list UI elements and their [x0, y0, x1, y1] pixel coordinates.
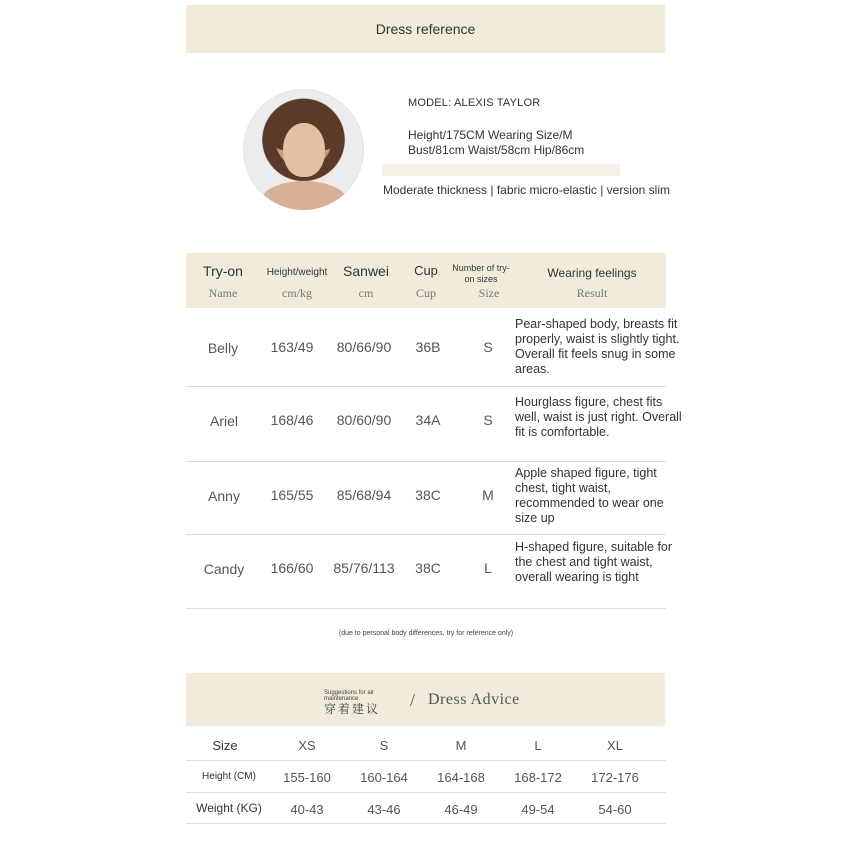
- advice-title: Dress Advice: [428, 691, 520, 708]
- header-feelings-sub: Result: [576, 286, 608, 300]
- table-row: [186, 387, 682, 462]
- table-row: [186, 309, 680, 387]
- height-l: 168-172: [514, 770, 562, 785]
- weight-s: 43-46: [367, 802, 401, 817]
- header-sizes-en: Number of try-on sizes: [452, 263, 510, 284]
- height-s: 160-164: [360, 770, 408, 785]
- cell-sanwei: 80/66/90: [336, 339, 392, 355]
- cell-name: Belly: [207, 340, 239, 356]
- advice-small-text: Suggestions for air maintenance: [324, 690, 375, 702]
- tryon-table-header: [186, 253, 666, 308]
- cell-height-weight: 163/49: [270, 339, 314, 355]
- cell-size: L: [484, 560, 492, 576]
- table-row: [186, 462, 666, 535]
- header-feelings-en: Wearing feelings: [547, 266, 637, 280]
- size-table-row: [186, 761, 666, 793]
- page-title: Dress reference: [375, 21, 476, 37]
- cell-sanwei: 80/60/90: [336, 412, 392, 428]
- advice-band: [186, 673, 665, 726]
- model-name: MODEL: ALEXIS TAYLOR: [408, 97, 541, 109]
- cell-height-weight: 165/55: [270, 487, 314, 503]
- cell-sanwei: 85/68/94: [336, 487, 392, 503]
- height-m: 164-168: [437, 770, 485, 785]
- height-xs: 155-160: [283, 770, 331, 785]
- weight-xs: 40-43: [290, 802, 324, 817]
- size-label: Size: [212, 738, 238, 753]
- cell-feeling: Apple shaped figure, tight chest, tight waist, recommended to wear one size up: [515, 466, 664, 525]
- cell-feeling: Hourglass figure, chest fits well, waist is just right. Overall fit is comfortable.: [515, 395, 682, 439]
- size-table-row: [186, 730, 666, 761]
- size-s: S: [379, 738, 389, 753]
- model-avatar: [243, 89, 364, 210]
- cell-cup: 38C: [415, 487, 441, 503]
- avatar-face: [283, 123, 325, 177]
- cell-cup: 34A: [415, 412, 441, 428]
- cell-cup: 38C: [415, 560, 441, 576]
- header-name-sub: Name: [208, 286, 238, 300]
- header-name-en: Try-on: [203, 263, 243, 279]
- model-height-size: Height/175CM Wearing Size/M: [408, 128, 573, 142]
- weight-m: 46-49: [444, 802, 478, 817]
- height-xl: 172-176: [591, 770, 639, 785]
- cell-sanwei: 85/76/113: [333, 560, 395, 576]
- header-sizes-sub: Size: [478, 286, 500, 300]
- header-sanwei-sub: cm: [358, 286, 374, 300]
- weight-xl: 54-60: [598, 802, 632, 817]
- cell-name: Ariel: [209, 413, 238, 429]
- cell-name: Anny: [208, 488, 240, 504]
- weight-label: Weight (KG): [196, 801, 262, 815]
- fabric-note: Moderate thickness | fabric micro-elastic | version slim: [383, 183, 670, 197]
- cell-name: Candy: [203, 561, 245, 577]
- cell-feeling: H-shaped figure, suitable for the chest and tight waist, overall wearing is tight: [515, 540, 673, 584]
- advice-cn-text: 穿着建议: [324, 702, 381, 716]
- cell-size: S: [483, 339, 493, 355]
- size-l: L: [534, 738, 542, 753]
- size-m: M: [455, 738, 467, 753]
- header-height-weight-sub: cm/kg: [282, 286, 312, 300]
- cell-feeling: Pear-shaped body, breasts fit properly, waist is slightly tight. Overall fit feels snug in some areas.: [515, 317, 680, 376]
- size-xs: XS: [298, 738, 316, 753]
- header-cup-en: Cup: [414, 263, 438, 278]
- header-sanwei-en: Sanwei: [343, 263, 389, 279]
- size-xl: XL: [607, 738, 623, 753]
- cell-height-weight: 166/60: [270, 560, 314, 576]
- header-cup-sub: Cup: [415, 286, 436, 300]
- weight-l: 49-54: [521, 802, 555, 817]
- header-height-weight-en: Height/weight: [266, 267, 328, 278]
- cell-size: S: [483, 412, 493, 428]
- cell-height-weight: 168/46: [270, 412, 314, 428]
- height-label: Height (CM): [202, 771, 256, 782]
- highlight-strip: [382, 164, 620, 176]
- model-measurements: Bust/81cm Waist/58cm Hip/86cm: [408, 143, 585, 157]
- avatar-shoulders: [261, 181, 347, 210]
- cell-size: M: [482, 487, 494, 503]
- advice-slash: /: [410, 690, 416, 710]
- table-row: [186, 535, 673, 609]
- cell-cup: 36B: [415, 339, 441, 355]
- footnote: (due to personal body differences, try for reference only): [338, 630, 514, 637]
- size-table-row: [186, 793, 666, 824]
